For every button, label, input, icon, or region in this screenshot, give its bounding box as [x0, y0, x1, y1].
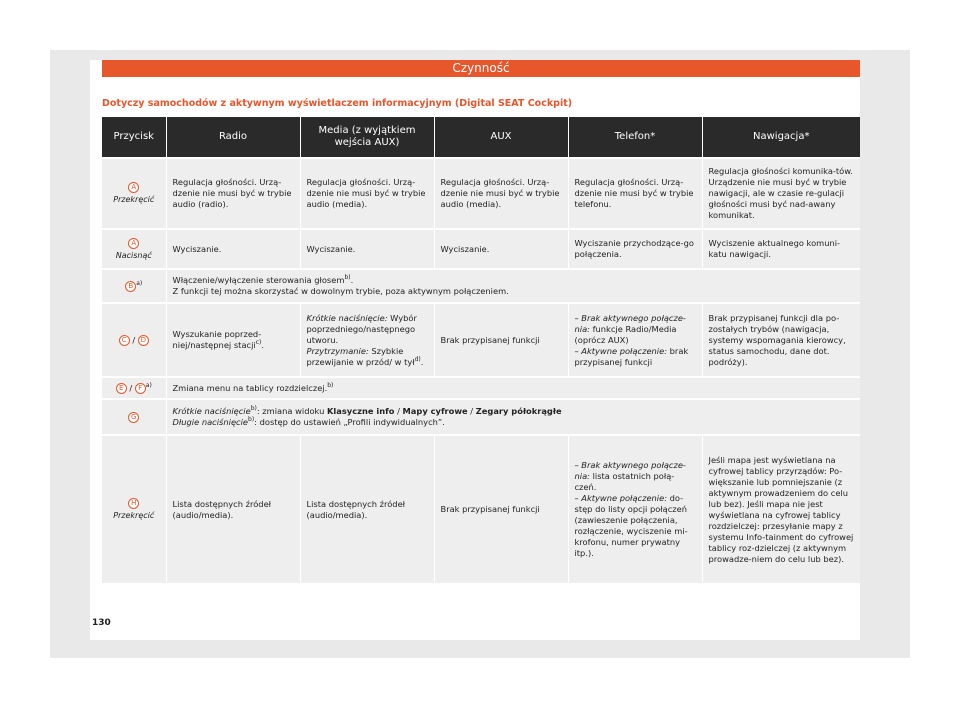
- phone-label-active: – Aktywne połączenie:: [574, 345, 668, 356]
- navigation-cell: Jeśli mapa jest wyświetlana na cyfrowej tablicy przyrządów: Po-większanie lub pomniejszanie (z aktywnym prowadzeniem do celu lub bez). Jeśli mapa nie jest wyświetlana na cyfrowej tablicy rozdzielczej: przesyłanie mapy z systemu Info-tainment do cyfrowej tablicy roz-dzielczej (z aktywnym prowadze-niem do celu lub bez).: [702, 435, 860, 583]
- radio-text: Wyszukanie poprzed-niej/następnej stacji: [172, 329, 262, 350]
- phone-cell: Regulacja głośności. Urzą-dzenie nie musi być w trybie telefonu.: [568, 158, 702, 229]
- voice-control-text: Włączenie/wyłączenie sterowania głosem: [172, 275, 345, 285]
- long-press-text: : dostęp do ustawień „Profili indywidualnych”.: [254, 417, 445, 427]
- aux-cell: Brak przypisanej funkcji: [434, 303, 568, 377]
- media-label-short: Krótkie naciśnięcie:: [306, 312, 388, 323]
- spanning-cell: [166, 269, 860, 303]
- phone-cell: [568, 435, 702, 583]
- table-header-row: [102, 117, 860, 158]
- footnote-ref: b): [327, 381, 334, 389]
- navigation-cell: Brak przypisanej funkcji dla po-zostałych trybów (nawigacja, systemy wspomagania kierowcy, status samochodu, dane dot. podróży).: [702, 303, 860, 377]
- button-b-icon: B: [125, 281, 136, 292]
- button-e-icon: E: [116, 383, 127, 394]
- phone-cell: Wyciszanie przychodzące-go połączenia.: [568, 229, 702, 269]
- punctuation: .: [350, 275, 354, 285]
- button-c-icon: C: [119, 335, 130, 346]
- button-cell: [102, 229, 166, 269]
- table-subtitle: Dotyczy samochodów z aktywnym wyświetlaczem informacyjnym (Digital SEAT Cockpit): [102, 98, 573, 109]
- voice-control-note: Z funkcji tej można skorzystać w dowolnym trybie, poza aktywnym połączeniem.: [172, 286, 509, 296]
- short-press-label: Krótkie naciśnięcie: [172, 406, 251, 416]
- radio-cell: [166, 303, 300, 377]
- button-f-icon: F: [135, 383, 146, 394]
- menu-change-text: Zmiana menu na tablicy rozdzielczej.: [172, 382, 328, 393]
- aux-cell: Regulacja głośności. Urzą-dzenie nie musi być w trybie audio (media).: [434, 158, 568, 229]
- button-g-icon: G: [128, 412, 139, 423]
- table-row: [102, 229, 860, 269]
- separator: /: [132, 334, 136, 345]
- punctuation: .: [261, 340, 264, 350]
- separator: /: [394, 406, 403, 416]
- media-cell: [300, 303, 434, 377]
- phone-text-inactive: funkcje Radio/Media (oprócz AUX): [574, 323, 677, 345]
- phone-text-active: do-stęp do listy opcji połączeń (zawieszenie połączenia, rozłączenie, wyciszenie mi-krofonu, numer prywatny itp.).: [574, 493, 688, 558]
- button-a-icon: A: [128, 182, 139, 193]
- spanning-cell: [166, 399, 860, 435]
- footnote-ref: b): [344, 274, 351, 282]
- table-row: [102, 269, 860, 303]
- media-text-hold: Szybkie przewijanie w przód/ w tył: [306, 345, 415, 367]
- radio-cell: Wyciszanie.: [166, 229, 300, 269]
- long-press-label: Długie naciśnięcie: [172, 417, 249, 427]
- button-cell: [102, 435, 166, 583]
- action-label: Nacisnąć: [115, 250, 152, 260]
- aux-cell: Brak przypisanej funkcji: [434, 435, 568, 583]
- button-cell: [102, 377, 166, 399]
- controls-table: [102, 117, 860, 583]
- view-digital-maps: Mapy cyfrowe: [402, 406, 468, 416]
- separator: /: [467, 406, 476, 416]
- page-number: 130: [92, 618, 111, 628]
- media-cell: Lista dostępnych źródeł (audio/media).: [300, 435, 434, 583]
- phone-label-inactive: – Brak aktywnego połącze-nia:: [574, 460, 686, 481]
- section-title: Czynność: [102, 60, 860, 77]
- media-text-short: Wybór poprzedniego/następnego utworu.: [306, 312, 417, 345]
- footnote-ref: a): [145, 381, 152, 389]
- media-cell: Wyciszanie.: [300, 229, 434, 269]
- spanning-cell: [166, 377, 860, 399]
- footnote-ref: b): [248, 416, 255, 424]
- phone-cell: [568, 303, 702, 377]
- action-label: Przekręcić: [113, 195, 155, 204]
- footnote-ref: a): [136, 279, 143, 287]
- navigation-cell: Regulacja głośności komunika-tów. Urządzenie nie musi być w trybie nawigacji, ale w czasie re-gulacji głośności musi być nad-awany komunikat.: [702, 158, 860, 229]
- button-h-icon: H: [128, 498, 139, 509]
- action-label: Przekręcić: [113, 511, 155, 520]
- table-row: [102, 399, 860, 435]
- phone-text-inactive: lista ostatnich połą-czeń.: [574, 471, 675, 492]
- table-row: [102, 158, 860, 229]
- table-row: [102, 377, 860, 399]
- column-header-phone: Telefon*: [568, 117, 702, 158]
- button-d-icon: D: [138, 335, 149, 346]
- column-header-button: Przycisk: [102, 117, 166, 158]
- column-header-aux: AUX: [434, 117, 568, 158]
- table-row: [102, 303, 860, 377]
- navigation-cell: Wyciszenie aktualnego komuni-katu nawigacji.: [702, 229, 860, 269]
- aux-cell: Wyciszanie.: [434, 229, 568, 269]
- button-cell: [102, 303, 166, 377]
- radio-cell: Lista dostępnych źródeł (audio/media).: [166, 435, 300, 583]
- view-round-gauges: Zegary półokrągłe: [475, 406, 562, 416]
- column-header-navigation: Nawigacja*: [702, 117, 860, 158]
- view-classic-info: Klasyczne info: [327, 406, 395, 416]
- phone-text-active: brak przypisanej funkcji: [574, 345, 689, 367]
- phone-label-active: – Aktywne połączenie:: [574, 493, 668, 503]
- footnote-ref: c): [255, 339, 262, 347]
- button-cell: [102, 269, 166, 303]
- footnote-ref: b): [250, 405, 257, 413]
- short-press-text: : zmiana widoku: [256, 406, 327, 416]
- separator: /: [129, 382, 133, 393]
- button-cell: [102, 158, 166, 229]
- phone-label-inactive: – Brak aktywnego połącze-nia:: [574, 312, 686, 334]
- footnote-ref: d): [414, 355, 421, 363]
- radio-cell: Regulacja głośności. Urzą-dzenie nie musi być w trybie audio (radio).: [166, 158, 300, 229]
- media-label-hold: Przytrzymanie:: [306, 345, 369, 356]
- button-a-icon: A: [128, 238, 139, 249]
- media-cell: Regulacja głośności. Urzą-dzenie nie musi być w trybie audio (media).: [300, 158, 434, 229]
- table-row: [102, 435, 860, 583]
- column-header-radio: Radio: [166, 117, 300, 158]
- column-header-media: Media (z wyjątkiem wejścia AUX): [300, 117, 434, 158]
- punctuation: .: [420, 356, 424, 367]
- button-cell: [102, 399, 166, 435]
